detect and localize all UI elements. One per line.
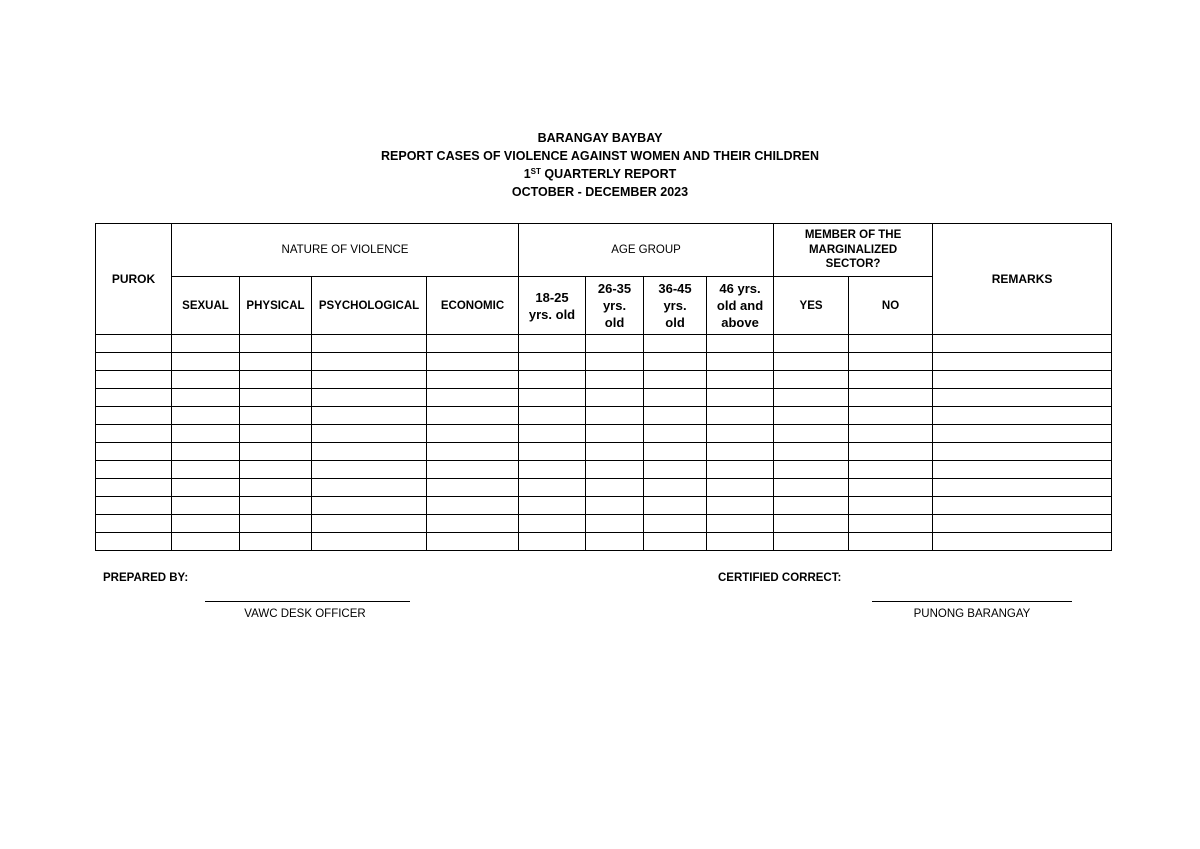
header-age-group: AGE GROUP bbox=[519, 224, 774, 277]
table-cell bbox=[172, 533, 240, 551]
table-cell bbox=[312, 425, 427, 443]
table-cell bbox=[849, 335, 933, 353]
table-cell bbox=[707, 371, 774, 389]
table-cell bbox=[427, 479, 519, 497]
table-cell bbox=[312, 389, 427, 407]
table-cell bbox=[707, 443, 774, 461]
table-cell bbox=[586, 335, 644, 353]
header-nature-of-violence: NATURE OF VIOLENCE bbox=[172, 224, 519, 277]
table-cell bbox=[933, 425, 1112, 443]
table-cell bbox=[586, 407, 644, 425]
member-label-line1: MEMBER OF THE bbox=[804, 229, 902, 242]
age-36-45-line1: 36-45 bbox=[658, 281, 692, 296]
table-cell bbox=[427, 425, 519, 443]
table-cell bbox=[240, 497, 312, 515]
table-cell bbox=[312, 515, 427, 533]
table-cell bbox=[172, 407, 240, 425]
table-cell bbox=[849, 497, 933, 515]
table-cell bbox=[519, 389, 586, 407]
table-cell bbox=[586, 533, 644, 551]
table-row bbox=[96, 407, 1112, 425]
certified-signature-line bbox=[872, 601, 1072, 602]
table-cell bbox=[312, 353, 427, 371]
header-no: NO bbox=[849, 277, 933, 335]
table-cell bbox=[644, 533, 707, 551]
table-cell bbox=[644, 425, 707, 443]
table-row bbox=[96, 353, 1112, 371]
table-cell bbox=[933, 353, 1112, 371]
table-cell bbox=[172, 479, 240, 497]
header-remarks: REMARKS bbox=[933, 224, 1112, 335]
table-cell bbox=[519, 533, 586, 551]
table-cell bbox=[644, 497, 707, 515]
header-age-36-45 bbox=[644, 277, 707, 335]
report-header bbox=[0, 129, 1200, 201]
table-row bbox=[96, 461, 1112, 479]
table-cell bbox=[240, 461, 312, 479]
table-cell bbox=[240, 479, 312, 497]
table-cell bbox=[644, 389, 707, 407]
header-age-46-above bbox=[707, 277, 774, 335]
table-cell bbox=[240, 389, 312, 407]
age-26-35-line2: yrs. bbox=[602, 298, 627, 313]
table-cell bbox=[96, 443, 172, 461]
table-row bbox=[96, 533, 1112, 551]
table-cell bbox=[519, 425, 586, 443]
table-row bbox=[96, 371, 1112, 389]
table-cell bbox=[644, 335, 707, 353]
table-cell bbox=[312, 533, 427, 551]
table-cell bbox=[519, 515, 586, 533]
table-cell bbox=[172, 353, 240, 371]
certified-correct-label: CERTIFIED CORRECT: bbox=[718, 572, 842, 584]
table-cell bbox=[172, 371, 240, 389]
table-cell bbox=[240, 533, 312, 551]
table-cell bbox=[849, 533, 933, 551]
table-cell bbox=[707, 533, 774, 551]
table-cell bbox=[933, 497, 1112, 515]
table-cell bbox=[707, 515, 774, 533]
prepared-signature-line bbox=[205, 601, 410, 602]
table-cell bbox=[774, 479, 849, 497]
table-cell bbox=[774, 533, 849, 551]
table-cell bbox=[427, 443, 519, 461]
header-yes: YES bbox=[774, 277, 849, 335]
table-cell bbox=[644, 353, 707, 371]
age-18-25-line2: yrs. old bbox=[528, 306, 576, 322]
table-cell bbox=[96, 479, 172, 497]
table-row bbox=[96, 443, 1112, 461]
table-cell bbox=[933, 443, 1112, 461]
table-cell bbox=[427, 407, 519, 425]
table-cell bbox=[96, 371, 172, 389]
table-cell bbox=[519, 461, 586, 479]
table-cell bbox=[312, 443, 427, 461]
quarter-suffix: ST bbox=[530, 167, 541, 176]
table-cell bbox=[707, 461, 774, 479]
age-18-25-line1: 18-25 bbox=[535, 289, 569, 305]
table-cell bbox=[644, 479, 707, 497]
member-label-line2: MARGINALIZED bbox=[808, 243, 898, 256]
table-cell bbox=[96, 461, 172, 479]
table-cell bbox=[586, 515, 644, 533]
table-cell bbox=[774, 371, 849, 389]
table-cell bbox=[849, 443, 933, 461]
header-age-18-25 bbox=[519, 277, 586, 335]
table-cell bbox=[933, 515, 1112, 533]
table-cell bbox=[707, 497, 774, 515]
table-cell bbox=[240, 353, 312, 371]
header-physical: PHYSICAL bbox=[240, 277, 312, 335]
table-cell bbox=[933, 407, 1112, 425]
report-title: REPORT CASES OF VIOLENCE AGAINST WOMEN AND THEIR CHILDREN bbox=[381, 149, 819, 163]
table-cell bbox=[519, 371, 586, 389]
table-cell bbox=[312, 461, 427, 479]
table-cell bbox=[240, 443, 312, 461]
age-46-above-line1: 46 yrs. bbox=[719, 281, 761, 296]
table-cell bbox=[519, 497, 586, 515]
table-row bbox=[96, 497, 1112, 515]
table-cell bbox=[519, 479, 586, 497]
table-cell bbox=[644, 443, 707, 461]
table-cell bbox=[933, 479, 1112, 497]
table-cell bbox=[707, 407, 774, 425]
table-cell bbox=[774, 515, 849, 533]
age-46-above-line2: old and bbox=[716, 298, 764, 313]
table-cell bbox=[849, 515, 933, 533]
prepared-by-label: PREPARED BY: bbox=[103, 572, 189, 584]
report-period: OCTOBER - DECEMBER 2023 bbox=[511, 185, 689, 199]
table-cell bbox=[707, 389, 774, 407]
table-cell bbox=[240, 425, 312, 443]
table-cell bbox=[519, 335, 586, 353]
table-cell bbox=[427, 335, 519, 353]
quarter-text: QUARTERLY REPORT bbox=[540, 167, 677, 181]
table-cell bbox=[427, 461, 519, 479]
table-cell bbox=[644, 461, 707, 479]
age-26-35-line1: 26-35 bbox=[597, 281, 632, 296]
table-cell bbox=[774, 353, 849, 371]
table-cell bbox=[312, 479, 427, 497]
table-row bbox=[96, 335, 1112, 353]
table-cell bbox=[774, 335, 849, 353]
age-36-45-line2: yrs. bbox=[663, 298, 687, 313]
age-46-above-line3: above bbox=[721, 315, 759, 330]
member-label-line3: SECTOR? bbox=[825, 258, 881, 271]
quarter-number: 1 bbox=[523, 167, 531, 181]
table-cell bbox=[774, 461, 849, 479]
table-cell bbox=[774, 497, 849, 515]
table-row bbox=[96, 425, 1112, 443]
table-cell bbox=[96, 407, 172, 425]
header-age-26-35 bbox=[586, 277, 644, 335]
table-cell bbox=[774, 443, 849, 461]
table-cell bbox=[707, 425, 774, 443]
table-cell bbox=[586, 389, 644, 407]
table-cell bbox=[849, 425, 933, 443]
certified-by-title: PUNONG BARANGAY bbox=[913, 608, 1031, 620]
age-26-35-line3: old bbox=[604, 315, 625, 330]
table-cell bbox=[849, 353, 933, 371]
table-cell bbox=[172, 497, 240, 515]
table-cell bbox=[849, 479, 933, 497]
table-cell bbox=[774, 389, 849, 407]
table-cell bbox=[172, 425, 240, 443]
table-cell bbox=[774, 407, 849, 425]
table-cell bbox=[240, 371, 312, 389]
table-cell bbox=[707, 335, 774, 353]
table-cell bbox=[427, 515, 519, 533]
table-cell bbox=[849, 407, 933, 425]
table-cell bbox=[849, 389, 933, 407]
table-cell bbox=[707, 479, 774, 497]
age-36-45-line3: old bbox=[665, 315, 685, 330]
table-cell bbox=[96, 353, 172, 371]
table-cell bbox=[172, 443, 240, 461]
table-cell bbox=[172, 461, 240, 479]
table-cell bbox=[312, 497, 427, 515]
table-cell bbox=[849, 371, 933, 389]
table-cell bbox=[96, 497, 172, 515]
vawc-report-table bbox=[95, 223, 1112, 551]
barangay-name: BARANGAY BAYBAY bbox=[537, 131, 663, 145]
table-cell bbox=[312, 407, 427, 425]
table-cell bbox=[96, 515, 172, 533]
table-cell bbox=[96, 335, 172, 353]
table-cell bbox=[240, 515, 312, 533]
table-cell bbox=[172, 335, 240, 353]
report-table-body bbox=[96, 335, 1112, 551]
table-cell bbox=[519, 443, 586, 461]
header-marginalized-sector bbox=[774, 224, 933, 277]
table-cell bbox=[427, 389, 519, 407]
table-cell bbox=[427, 371, 519, 389]
table-cell bbox=[586, 479, 644, 497]
table-cell bbox=[240, 335, 312, 353]
table-cell bbox=[644, 515, 707, 533]
table-cell bbox=[707, 353, 774, 371]
table-cell bbox=[96, 425, 172, 443]
table-cell bbox=[172, 515, 240, 533]
table-cell bbox=[312, 335, 427, 353]
table-row bbox=[96, 515, 1112, 533]
table-row bbox=[96, 389, 1112, 407]
quarter-label bbox=[0, 165, 1200, 183]
table-cell bbox=[774, 425, 849, 443]
table-cell bbox=[312, 371, 427, 389]
table-cell bbox=[586, 443, 644, 461]
table-cell bbox=[427, 353, 519, 371]
header-sexual: SEXUAL bbox=[172, 277, 240, 335]
header-psychological: PSYCHOLOGICAL bbox=[312, 277, 427, 335]
table-cell bbox=[172, 389, 240, 407]
table-cell bbox=[644, 407, 707, 425]
table-cell bbox=[849, 461, 933, 479]
table-cell bbox=[933, 461, 1112, 479]
table-row bbox=[96, 479, 1112, 497]
table-cell bbox=[519, 407, 586, 425]
table-cell bbox=[933, 389, 1112, 407]
table-cell bbox=[644, 371, 707, 389]
table-cell bbox=[586, 425, 644, 443]
table-cell bbox=[240, 407, 312, 425]
table-cell bbox=[519, 353, 586, 371]
table-cell bbox=[586, 353, 644, 371]
table-cell bbox=[427, 533, 519, 551]
table-cell bbox=[586, 497, 644, 515]
prepared-by-title: VAWC DESK OFFICER bbox=[244, 608, 366, 620]
table-cell bbox=[96, 533, 172, 551]
header-economic: ECONOMIC bbox=[427, 277, 519, 335]
table-cell bbox=[96, 389, 172, 407]
table-cell bbox=[586, 371, 644, 389]
table-cell bbox=[427, 497, 519, 515]
table-cell bbox=[933, 533, 1112, 551]
table-cell bbox=[586, 461, 644, 479]
header-purok: PUROK bbox=[96, 224, 172, 335]
table-cell bbox=[933, 335, 1112, 353]
table-cell bbox=[933, 371, 1112, 389]
